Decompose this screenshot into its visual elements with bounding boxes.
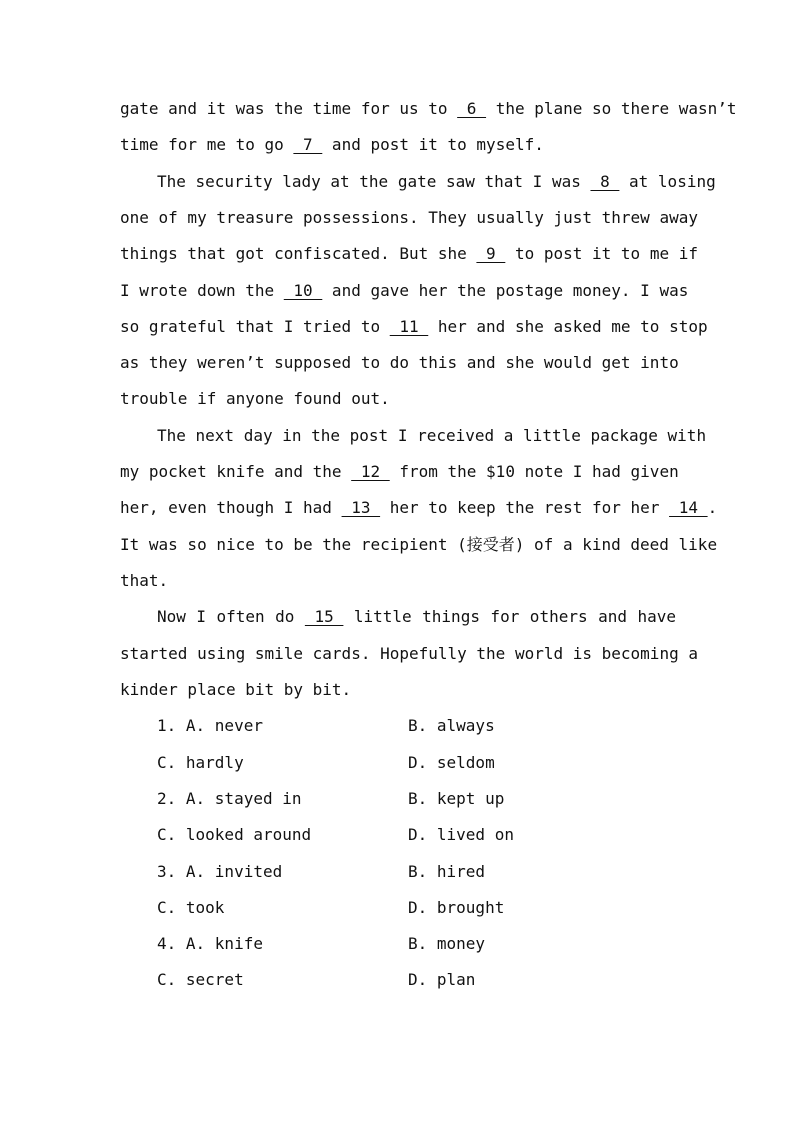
passage-line	[120, 677, 676, 703]
option-4-b: B. money	[408, 934, 486, 953]
passage-line	[120, 386, 676, 412]
passage-text: gate and it was the time for us to	[120, 99, 458, 118]
blank-10: 10	[283, 281, 323, 300]
option-4-d: D. plan	[408, 970, 476, 989]
passage-text: from the $10 note I had given	[389, 462, 679, 481]
passage-text: The next day in the post I received a little package with	[157, 426, 707, 445]
passage-text: I wrote down the	[120, 281, 284, 300]
blank-9: 9	[476, 244, 506, 263]
passage-line	[157, 423, 707, 449]
passage-line	[120, 132, 676, 158]
passage-text: little things for others and have	[343, 607, 676, 626]
passage-text: kinder place bit by bit.	[120, 680, 352, 699]
option-2-c: C. looked around	[157, 825, 312, 844]
passage-line	[120, 278, 689, 304]
passage-text: my pocket knife and the	[120, 462, 352, 481]
option-1-c: C. hardly	[157, 753, 244, 772]
blank-8: 8	[590, 172, 620, 191]
option-3-c: C. took	[157, 898, 225, 917]
passage-text: so grateful that I tried to	[120, 317, 390, 336]
option-1-a: 1. A. never	[157, 716, 263, 735]
passage-text: the plane so there wasn’t	[486, 99, 737, 118]
passage-text: that.	[120, 571, 169, 590]
passage-text: time for me to go	[120, 135, 294, 154]
blank-15: 15	[304, 607, 344, 626]
passage-text: things that got confiscated. But she	[120, 244, 477, 263]
passage-text: one of my treasure possessions. They usually just threw away	[120, 208, 698, 227]
passage-text: The security lady at the gate saw that I was	[157, 172, 591, 191]
blank-6: 6	[457, 99, 487, 118]
passage-line	[120, 641, 698, 667]
blank-7: 7	[293, 135, 323, 154]
passage-text: Now I often do	[157, 607, 305, 626]
passage-text: It was so nice to be the recipient (接受者) of a kind deed like	[120, 535, 718, 554]
passage-line	[120, 459, 679, 485]
option-4-c: C. secret	[157, 970, 244, 989]
passage-text: started using smile cards. Hopefully the world is becoming a	[120, 644, 698, 663]
blank-14: 14	[669, 498, 708, 517]
passage-line	[120, 96, 737, 122]
option-2-a: 2. A. stayed in	[157, 789, 302, 808]
blank-13: 13	[341, 498, 381, 517]
blank-12: 12	[351, 462, 390, 481]
passage-text: her and she asked me to stop	[428, 317, 708, 336]
passage-text: as they weren’t supposed to do this and she would get into	[120, 353, 679, 372]
passage-text: .	[707, 498, 718, 517]
passage-text: to post it to me if	[505, 244, 698, 263]
passage-line	[120, 314, 708, 340]
passage-text: and gave her the postage money. I was	[322, 281, 689, 300]
option-3-a: 3. A. invited	[157, 862, 283, 881]
passage-line	[120, 532, 718, 558]
option-1-d: D. seldom	[408, 753, 495, 772]
option-1-b: B. always	[408, 716, 495, 735]
passage-text: trouble if anyone found out.	[120, 389, 390, 408]
passage-line	[157, 604, 676, 630]
option-3-d: D. brought	[408, 898, 505, 917]
passage-text: and post it to myself.	[322, 135, 544, 154]
blank-11: 11	[389, 317, 429, 336]
option-3-b: B. hired	[408, 862, 486, 881]
passage-line	[120, 350, 679, 376]
passage-line	[120, 241, 698, 267]
passage-line	[157, 169, 716, 195]
passage-text: her, even though I had	[120, 498, 342, 517]
option-2-d: D. lived on	[408, 825, 514, 844]
option-2-b: B. kept up	[408, 789, 505, 808]
passage-text: her to keep the rest for her	[380, 498, 670, 517]
passage-text: at losing	[619, 172, 716, 191]
option-4-a: 4. A. knife	[157, 934, 263, 953]
passage-line	[120, 495, 718, 521]
passage-line	[120, 205, 698, 231]
passage-line	[120, 568, 676, 594]
